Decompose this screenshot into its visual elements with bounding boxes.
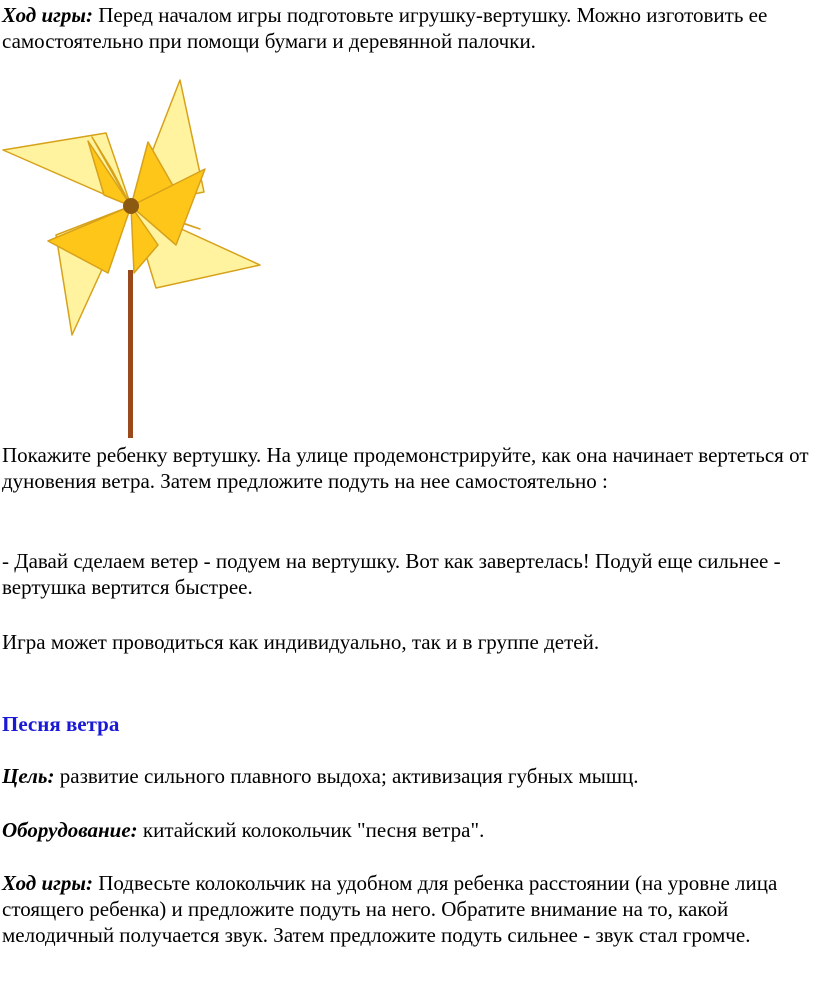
label-game-process-2: Ход игры: xyxy=(2,871,93,895)
text-game-process: Перед началом игры подготовьте игрушку-вертушку. Можно изготовить ее самостоятельно при помощи бумаги и деревянной палочки. xyxy=(2,3,768,53)
text-game-process-2: Подвесьте колокольчик на удобном для ребенка расстоянии (на уровне лица стоящего ребенка) и предложите подуть на него. Обратите внимание на то, какой мелодичный получается звук. Затем предложите подуть сильнее - звук стал громче. xyxy=(2,871,778,947)
pinwheel-icon xyxy=(0,75,270,440)
paragraph-game-process-1 xyxy=(2,2,814,54)
section-heading-wind-song: Песня ветра xyxy=(2,712,120,736)
text-equipment: китайский колокольчик "песня ветра". xyxy=(137,818,485,842)
label-equipment: Оборудование: xyxy=(2,818,138,842)
pinwheel-center xyxy=(123,198,139,214)
paragraph-equipment xyxy=(2,817,814,843)
text-goal: развитие сильного плавного выдоха; активизация губных мышц. xyxy=(54,764,639,788)
paragraph-dialogue: - Давай сделаем ветер - подуем на вертушку. Вот как завертелась! Подуй еще сильнее - вертушка вертится быстрее. xyxy=(2,549,781,599)
paragraph-goal xyxy=(2,763,814,789)
pinwheel-stick xyxy=(128,270,133,438)
label-goal: Цель: xyxy=(2,764,55,788)
label-game-process: Ход игры: xyxy=(2,3,93,27)
paragraph-group-play: Игра может проводиться как индивидуально, так и в группе детей. xyxy=(2,630,600,654)
paragraph-game-process-2 xyxy=(2,870,814,948)
paragraph-show-pinwheel: Покажите ребенку вертушку. На улице продемонстрируйте, как она начинает вертеться от дуновения ветра. Затем предложите подуть на нее самостоятельно : xyxy=(2,443,809,493)
